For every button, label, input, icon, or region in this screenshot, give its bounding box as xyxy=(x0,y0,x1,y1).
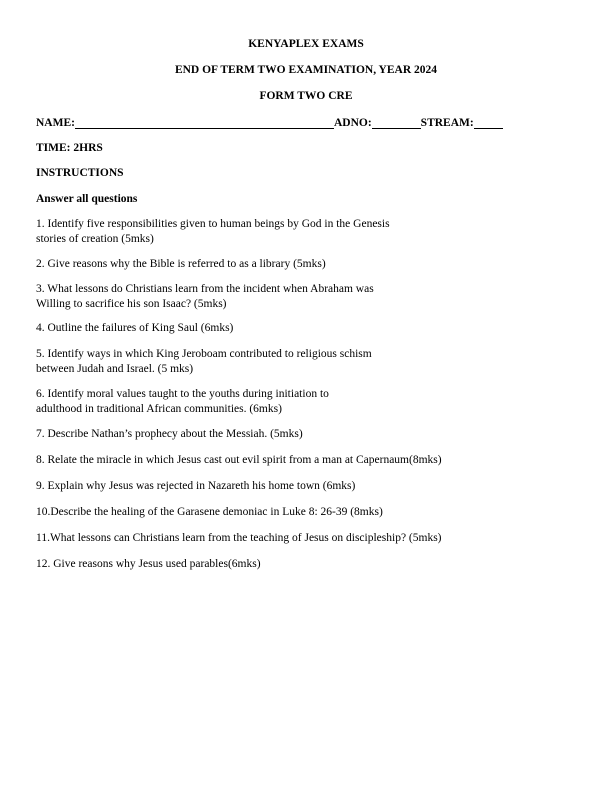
question-6: 6. Identify moral values taught to the youths during initiation to adulthood in traditional African communities. (6mks) xyxy=(36,388,329,415)
question-10: 10.Describe the healing of the Garasene demoniac in Luke 8: 26-39 (8mks) xyxy=(36,506,383,518)
question-11: 11.What lessons can Christians learn from the teaching of Jesus on discipleship? (5mks) xyxy=(36,532,442,544)
student-details-row xyxy=(36,116,503,130)
name-label: NAME: xyxy=(36,117,75,129)
adno-blank[interactable] xyxy=(372,117,421,129)
question-5: 5. Identify ways in which King Jeroboam contributed to religious schism between Judah and Israel. (5 mks) xyxy=(36,348,372,375)
instructions-text: Answer all questions xyxy=(36,193,138,205)
stream-blank[interactable] xyxy=(474,117,503,129)
question-4: 4. Outline the failures of King Saul (6mks) xyxy=(36,322,234,334)
instructions-heading: INSTRUCTIONS xyxy=(36,167,124,179)
school-title: KENYAPLEX EXAMS xyxy=(248,38,364,50)
stream-label: STREAM: xyxy=(420,117,474,129)
question-8: 8. Relate the miracle in which Jesus cast out evil spirit from a man at Capernaum(8mks) xyxy=(36,454,442,466)
question-3: 3. What lessons do Christians learn from the incident when Abraham was Willing to sacrifice his son Isaac? (5mks) xyxy=(36,283,374,310)
question-7: 7. Describe Nathan’s prophecy about the Messiah. (5mks) xyxy=(36,428,303,440)
exam-title: END OF TERM TWO EXAMINATION, YEAR 2024 xyxy=(174,64,438,76)
question-1: 1. Identify five responsibilities given to human beings by God in the Genesis stories of creation (5mks) xyxy=(36,218,390,245)
question-12: 12. Give reasons why Jesus used parables(6mks) xyxy=(36,558,261,570)
subject-title: FORM TWO CRE xyxy=(259,90,353,102)
question-2: 2. Give reasons why the Bible is referred to as a library (5mks) xyxy=(36,258,326,270)
adno-label: ADNO: xyxy=(333,117,372,129)
name-blank[interactable] xyxy=(75,117,334,129)
time-allowed: TIME: 2HRS xyxy=(36,142,103,154)
question-9: 9. Explain why Jesus was rejected in Nazareth his home town (6mks) xyxy=(36,480,356,492)
